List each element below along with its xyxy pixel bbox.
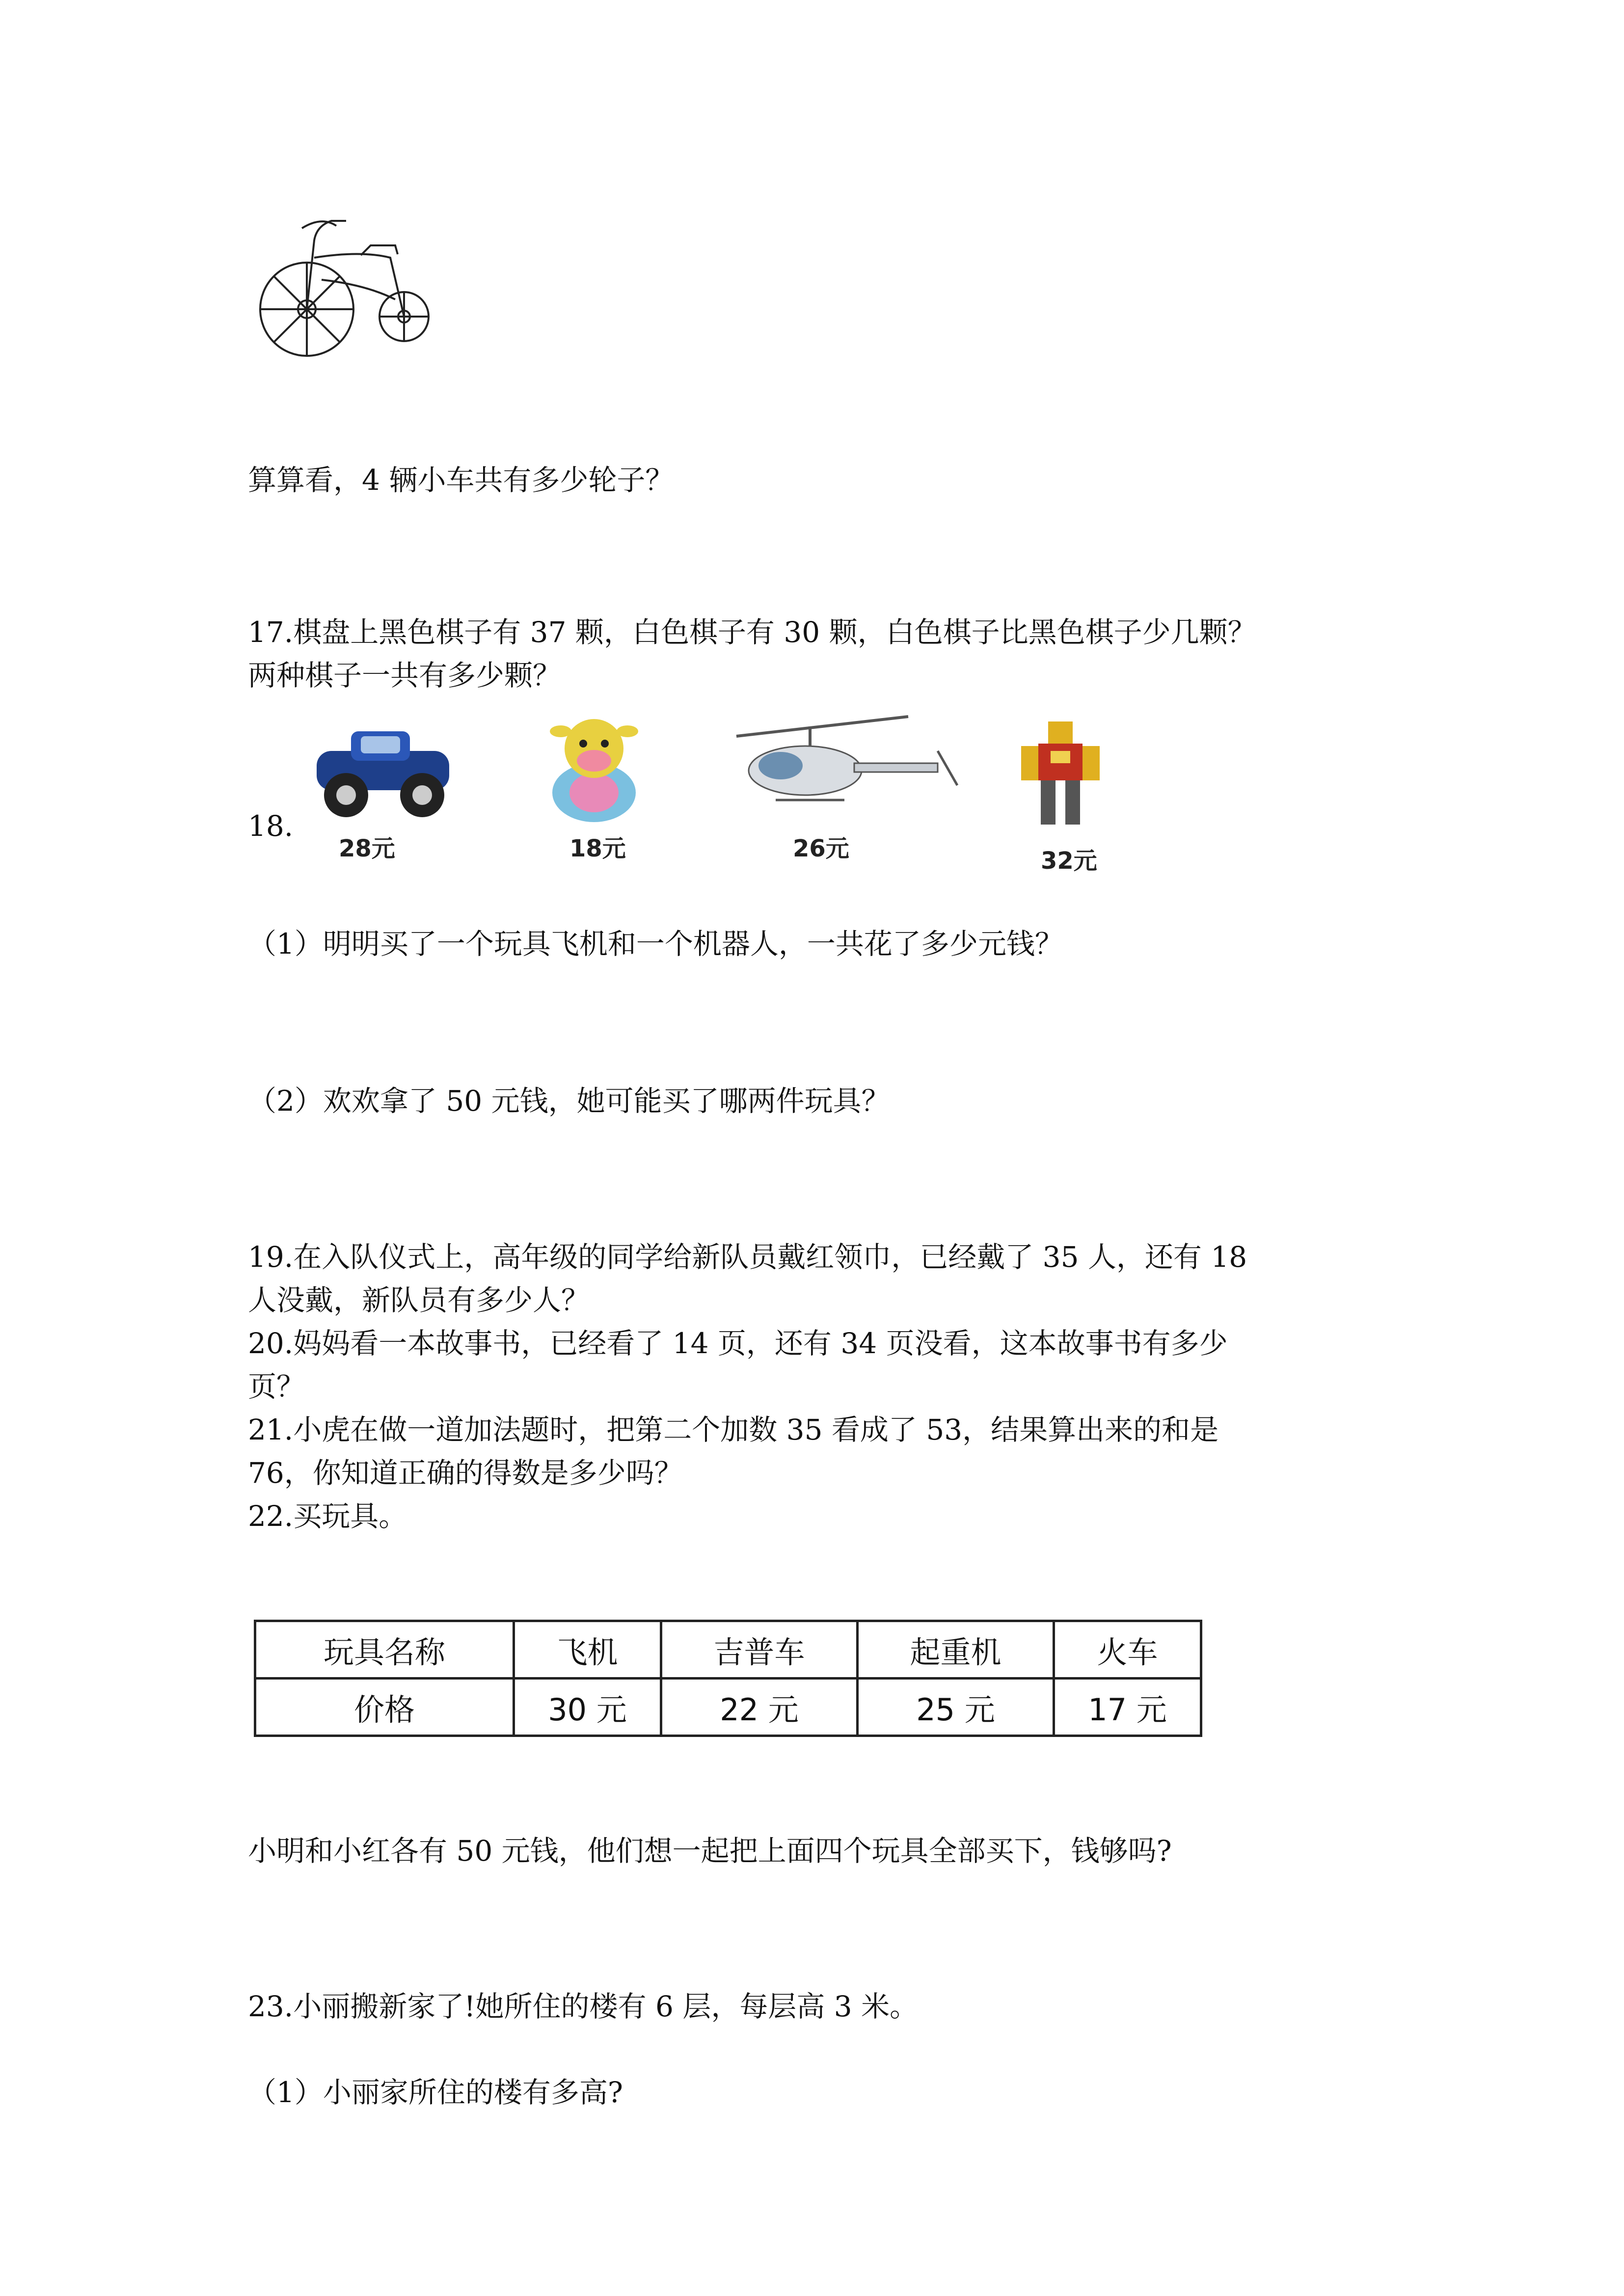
q18-number: 18. bbox=[248, 809, 294, 843]
toy-car-image bbox=[307, 712, 459, 825]
q19-line1: 19.在入队仪式上，高年级的同学给新队员戴红领巾，已经戴了 35 人，还有 18 bbox=[248, 1240, 1247, 1274]
tricycle-illustration bbox=[248, 211, 444, 358]
q23-title: 23.小丽搬新家了!她所住的楼有 6 层，每层高 3 米。 bbox=[248, 1990, 919, 2023]
toy-helicopter-price: 26元 bbox=[793, 835, 849, 862]
q18-part1: （1）明明买了一个玩具飞机和一个机器人，一共花了多少元钱？ bbox=[248, 927, 1063, 961]
toy-cow-image bbox=[540, 712, 648, 825]
toy-car-price: 28元 bbox=[339, 835, 395, 862]
q20-line2: 页？ bbox=[248, 1370, 305, 1403]
q22-title: 22.买玩具。 bbox=[248, 1499, 407, 1533]
table-cell: 吉普车 bbox=[661, 1621, 858, 1679]
table-cell: 火车 bbox=[1054, 1621, 1201, 1679]
q23-part1: （1）小丽家所住的楼有多高? bbox=[248, 2076, 623, 2109]
q22-question: 小明和小红各有 50 元钱，他们想一起把上面四个玩具全部买下，钱够吗? bbox=[248, 1834, 1172, 1868]
table-cell: 飞机 bbox=[514, 1621, 661, 1679]
table-cell: 价格 bbox=[255, 1679, 514, 1736]
table-cell: 30 元 bbox=[514, 1679, 661, 1736]
table-cell: 25 元 bbox=[858, 1679, 1054, 1736]
q18-part2: （2）欢欢拿了 50 元钱，她可能买了哪两件玩具？ bbox=[248, 1084, 890, 1118]
toy-robot-image bbox=[1016, 717, 1105, 829]
q19-line2: 人没戴，新队员有多少人？ bbox=[248, 1283, 590, 1317]
toy-helicopter-image bbox=[731, 712, 967, 820]
toy-robot-price: 32元 bbox=[1041, 847, 1097, 875]
q16-question: 算算看，4 辆小车共有多少轮子？ bbox=[248, 463, 674, 497]
q21-line2: 76，你知道正确的得数是多少吗？ bbox=[248, 1456, 683, 1490]
table-row bbox=[255, 1679, 1201, 1736]
q17-line2: 两种棋子一共有多少颗？ bbox=[248, 659, 562, 692]
q21-line1: 21.小虎在做一道加法题时，把第二个加数 35 看成了 53，结果算出来的和是 bbox=[248, 1413, 1219, 1446]
table-cell: 17 元 bbox=[1054, 1679, 1201, 1736]
table-cell: 起重机 bbox=[858, 1621, 1054, 1679]
q20-line1: 20.妈妈看一本故事书，已经看了 14 页，还有 34 页没看，这本故事书有多少 bbox=[248, 1327, 1228, 1360]
table-header-row bbox=[255, 1621, 1201, 1679]
table-cell: 玩具名称 bbox=[255, 1621, 514, 1679]
q17-line1: 17.棋盘上黑色棋子有 37 颗，白色棋子有 30 颗，白色棋子比黑色棋子少几颗？ bbox=[248, 615, 1256, 649]
table-cell: 22 元 bbox=[661, 1679, 858, 1736]
toy-price-table bbox=[254, 1620, 1202, 1737]
toy-cow-price: 18元 bbox=[569, 835, 626, 862]
